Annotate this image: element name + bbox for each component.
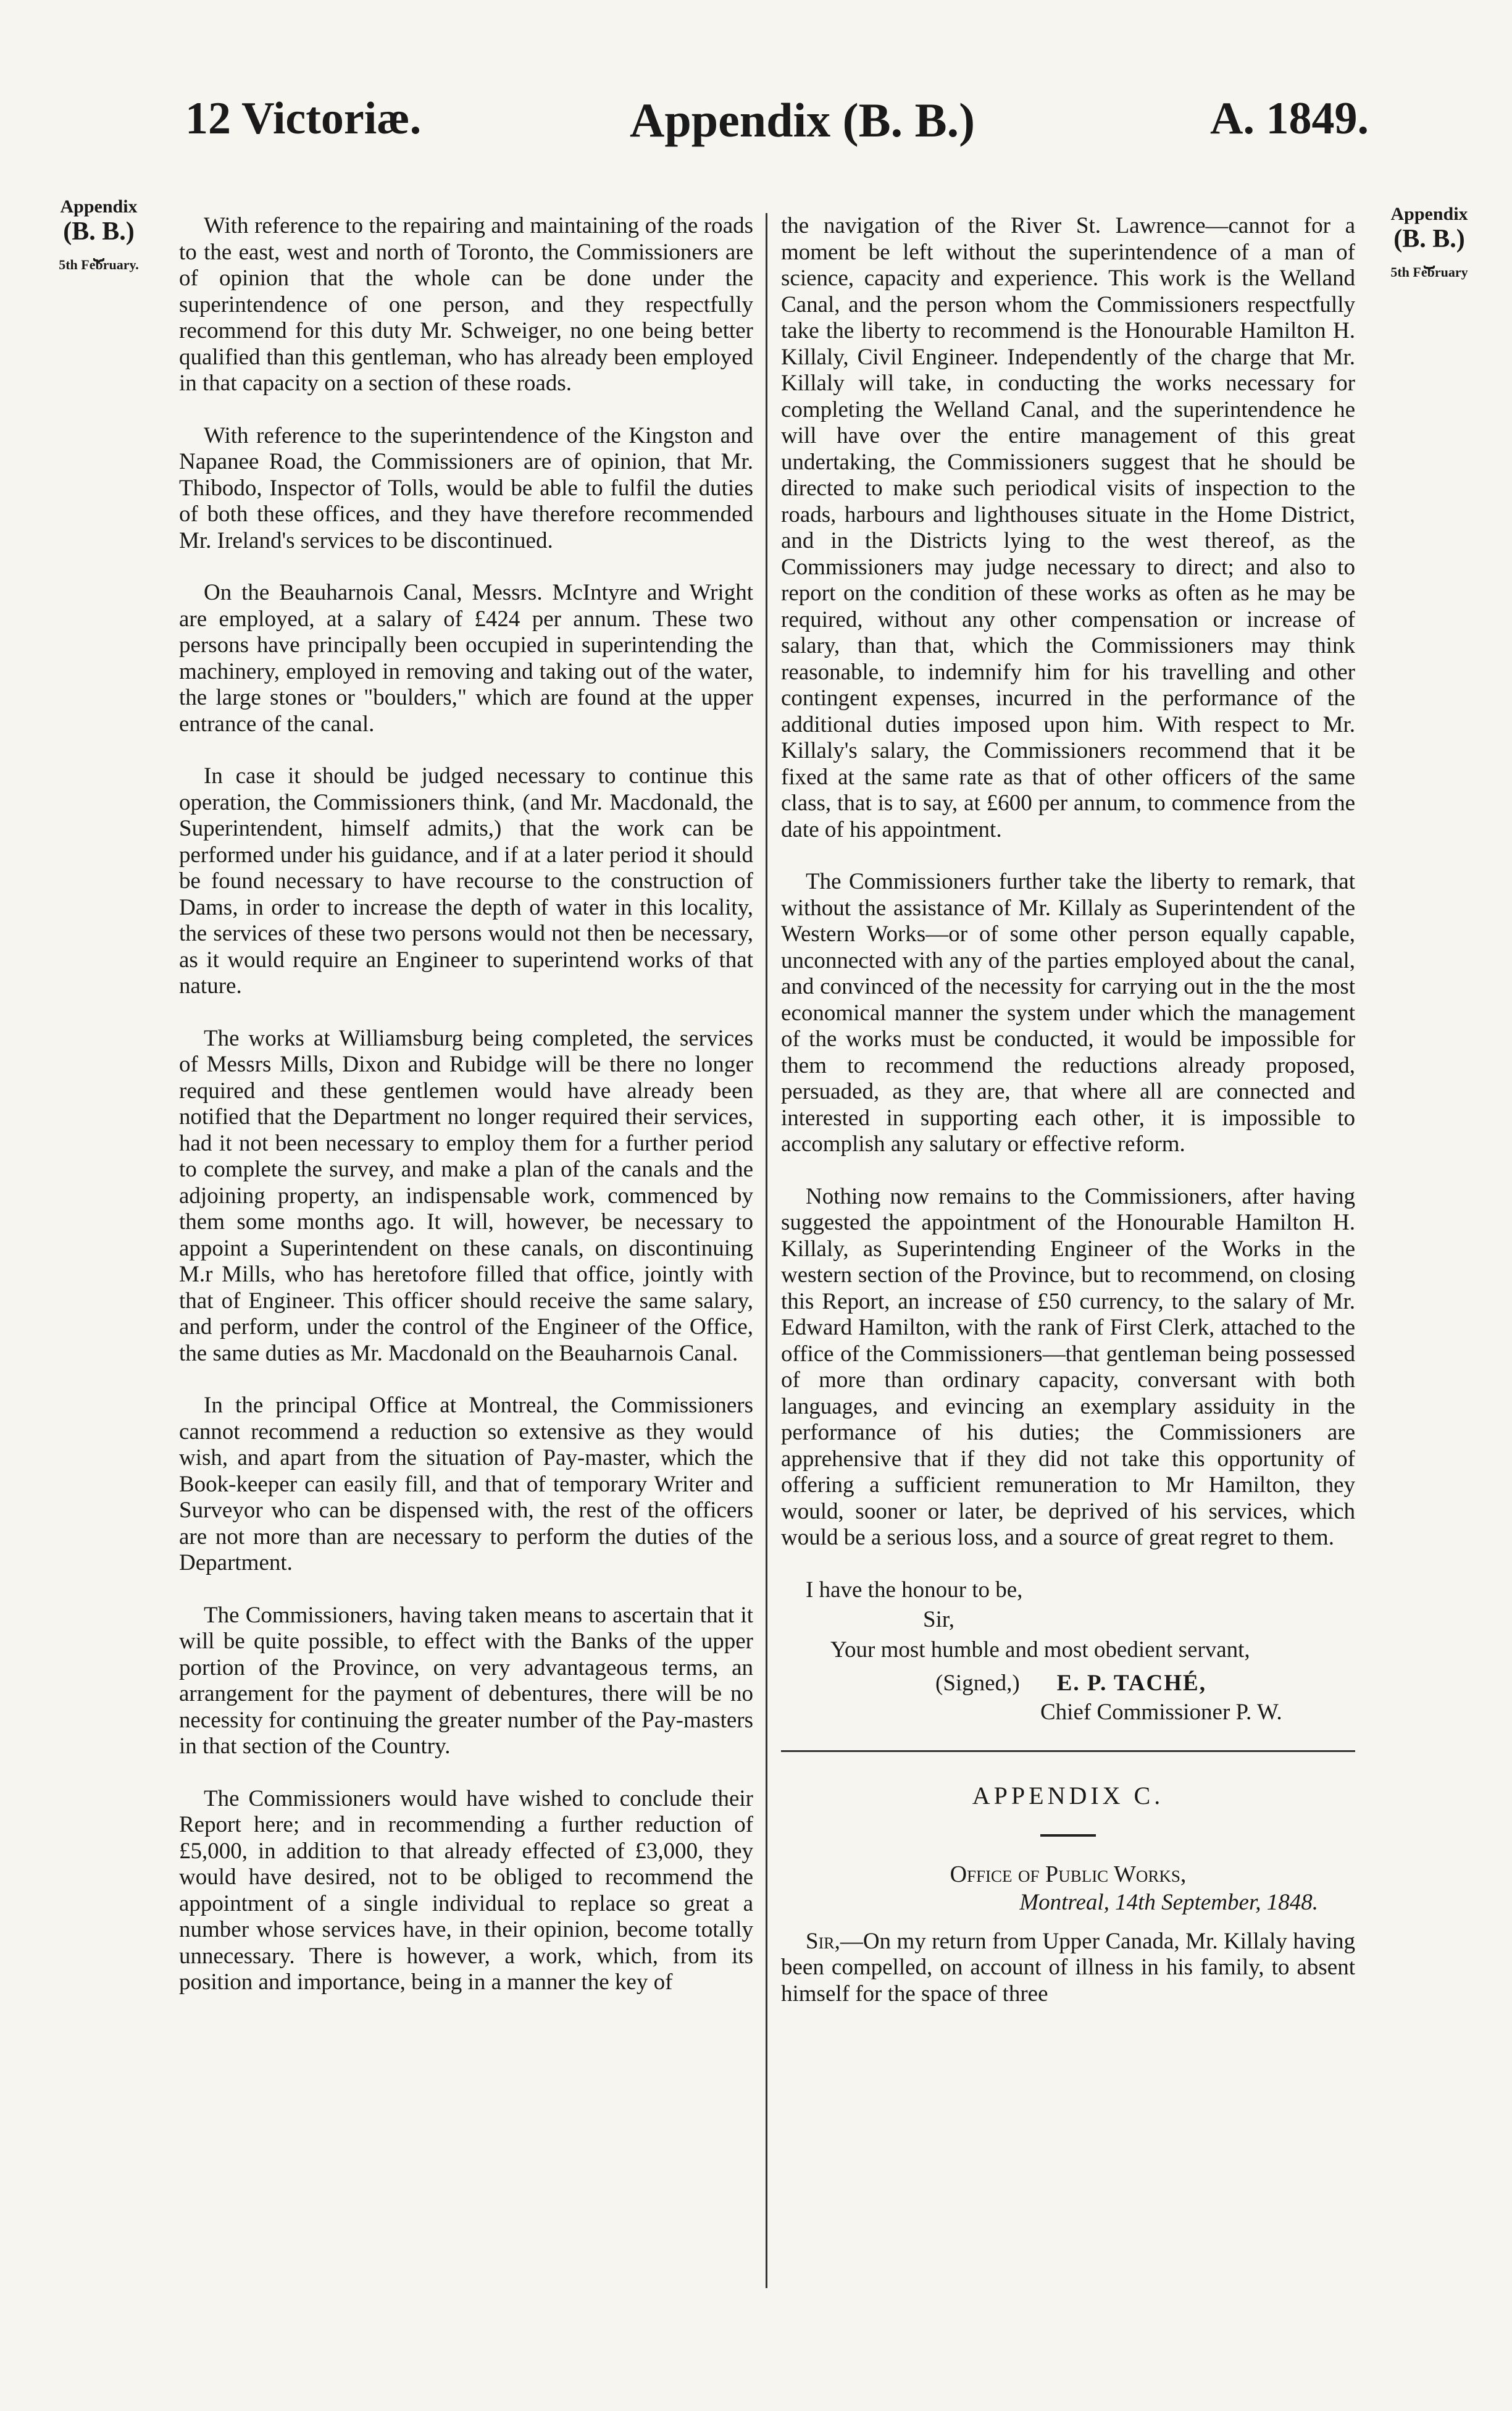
left-column — [179, 213, 753, 2022]
short-rule — [1040, 1834, 1096, 1837]
right-column — [781, 213, 1355, 2033]
brace-glyph: ⏟ — [93, 241, 104, 262]
column-divider — [766, 213, 767, 2288]
margin-note-sub: (B. B.) — [1393, 225, 1465, 253]
margin-note-date: 5th February. — [59, 257, 139, 273]
closing-servant: Your most humble and most obedient servant, — [830, 1637, 1250, 1663]
margin-note-left — [37, 196, 161, 273]
paragraph: With reference to the superintendence of the Kingston and Napanee Road, the Commissioners are of opinion, that Mr. Thibodo, Inspector of Tolls, would be able to fulfil the duties of both these offices, and they have therefore recommended Mr. Ireland's services to be discontinued. — [179, 422, 753, 553]
paragraph: In case it should be judged necessary to continue this operation, the Commissioners think, (and Mr. Macdonald, the Superintendent, himself admits,) that the work can be performed under his guidance, and if at a later period it should be found necessary to have recourse to the construction of Dams, in order to increase the depth of water in this locality, the services of these two persons would not then be necessary, as it would require an Engineer to superintend works of that nature. — [179, 763, 753, 999]
margin-note-right — [1361, 204, 1497, 280]
appendix-c-heading: APPENDIX C. — [972, 1782, 1164, 1809]
margin-note-title: Appendix — [1390, 204, 1468, 224]
paragraph: The works at Williamsburg being completed, the services of Messrs Mills, Dixon and Rubidge will be there no longer required and these gentlemen would have already been notified that the Department no longer required their services, had it not been necessary to employ them for a further period to complete the survey, and make a plan of the canals and the adjoining property, an indispensable work, commenced by them some months ago. It will, however, be necessary to appoint a Superintendent on these canals, on discontinuing M.r Mills, who has heretofore filled that office, jointly with that of Engineer. This officer should receive the same salary, and perform, under the control of the Engineer of the Office, the same duties as Mr. Macdonald on the Beauharnois Canal. — [179, 1025, 753, 1366]
signature-line — [781, 1671, 1355, 1697]
header-appendix-title: Appendix (B. B.) — [630, 93, 975, 147]
paragraph: With reference to the repairing and maintaining of the roads to the east, west and north of Toronto, the Commissioners are of opinion that the whole can be done under the superintendence of one person, and they respectfully recommend for this duty Mr. Schweiger, no one being better qualified than this gentleman, who has already been employed in that capacity on a section of these roads. — [179, 213, 753, 396]
signed-label: (Signed,) — [935, 1671, 1020, 1696]
closing-sir: Sir, — [923, 1607, 954, 1632]
signature-name: E. P. TACHÉ, — [1056, 1671, 1206, 1696]
margin-note-title: Appendix — [60, 196, 138, 217]
margin-note-sub: (B. B.) — [63, 217, 135, 246]
appendix-c-opening — [781, 1929, 1355, 2008]
paragraph: The Commissioners further take the liberty to remark, that without the assistance of Mr. Killaly as Superintendent of the Western Works—or of some other person equally capable, unconnected with any of the parties employed about the canal, and convinced of the necessity for carrying out in the the most economical manner the system under which the management of the works must be conducted, it would be impossible for them to recommend the reductions already proposed, persuaded, as they are, that where all are connected and interested in supporting each other, it is impossible to accomplish any salutary or effective reform. — [781, 869, 1355, 1157]
margin-note-date: 5th February — [1390, 264, 1468, 280]
paragraph: The Commissioners would have wished to conclude their Report here; and in recommending a further reduction of £5,000, in addition to that already effected of £3,000, they would have desired, not to be obliged to recommend the appointment of a single individual to replace so great a number whose services have, in their opinion, become totally unnecessary. There is however, a work, which, from its position and importance, being in a manner the key of — [179, 1785, 753, 1995]
brace-glyph: ⏟ — [1424, 248, 1435, 269]
header-session: 12 Victoriæ. — [185, 93, 422, 144]
signature-title: Chief Commissioner P. W. — [1040, 1699, 1282, 1725]
paragraph: Nothing now remains to the Commissioners, after having suggested the appointment of the Honourable Hamilton H. Killaly, as Superintending Engineer of the Works in the western section of the Province, but to recommend, on closing this Report, an increase of £50 currency, to the salary of Mr. Edward Hamilton, with the rank of First Clerk, attached to the office of the Commissioners—that gentleman being possessed of more than ordinary capacity, conversant with both languages, and evincing an exemplary assiduity in the performance of his duties; the Commissioners are apprehensive that if they did not take this opportunity of offering a sufficient remuneration to Mr Hamilton, they would, sooner or later, be deprived of his services, which would be a serious loss, and a source of great regret to them. — [781, 1183, 1355, 1550]
closing-honour: I have the honour to be, — [806, 1577, 1023, 1603]
letter-closing — [781, 1577, 1355, 1726]
paragraph: In the principal Office at Montreal, the Commissioners cannot recommend a reduction so extensive as they would wish, and apart from the situation of Pay-master, which the Book-keeper can easily fill, and that of temporary Writer and Surveyor who can be dispensed with, the rest of the officers are not more than are necessary to perform the duties of the Department. — [179, 1393, 753, 1575]
paragraph: On the Beauharnois Canal, Messrs. McIntyre and Wright are employed, at a salary of £424 per annum. These two persons have principally been occupied in superintending the machinery, employed in removing and taking out of the water, the large stones or "boulders," which are found at the upper entrance of the canal. — [179, 580, 753, 737]
section-rule — [781, 1750, 1355, 1752]
place-date: Montreal, 14th September, 1848. — [1019, 1890, 1318, 1915]
header-year: A. 1849. — [1210, 93, 1369, 144]
page-header — [0, 0, 1512, 185]
paragraph: The Commissioners, having taken means to ascertain that it will be quite possible, to effect with the Banks of the upper portion of the Province, on very advantageous terms, an arrangement for the payment of debentures, there will be no necessity for continuing the greater number of the Pay-masters in that section of the Country. — [179, 1602, 753, 1759]
appendix-c-body: —On my return from Upper Canada, Mr. Killaly having been compelled, on account of illness in his family, to absent himself for the space of three — [781, 1928, 1355, 2006]
salutation: Sir, — [806, 1928, 840, 1954]
paragraph: the navigation of the River St. Lawrence—cannot for a moment be left without the superintendence of a man of science, capacity and experience. This work is the Welland Canal, and the person whom the Commissioners respectfully take the liberty to recommend is the Honourable Hamilton H. Killaly, Civil Engineer. Independently of the charge that Mr. Killaly will take, in conducting the works necessary for completing the Welland Canal, and the superintendence he will have over the entire management of this great undertaking, the Commissioners suggest that he should be directed to make such periodical visits of inspection to the roads, harbours and lighthouses situate in the Home District, and in the Districts lying to the west thereof, as the Commissioners may judge necessary to direct; and also to report on the condition of these works as often as he may be required, without any other compensation or increase of salary, than that, which the Commissioners may think reasonable, to indemnify him for his travelling and other contingent expenses, incurred in the performance of the additional duties imposed upon him. With respect to Mr. Killaly's salary, the Commissioners recommend that it be fixed at the same rate as that of other officers of the same class, that is to say, at £600 per annum, to commence from the date of his appointment. — [781, 213, 1355, 842]
office-line: Office of Public Works, — [950, 1861, 1187, 1887]
